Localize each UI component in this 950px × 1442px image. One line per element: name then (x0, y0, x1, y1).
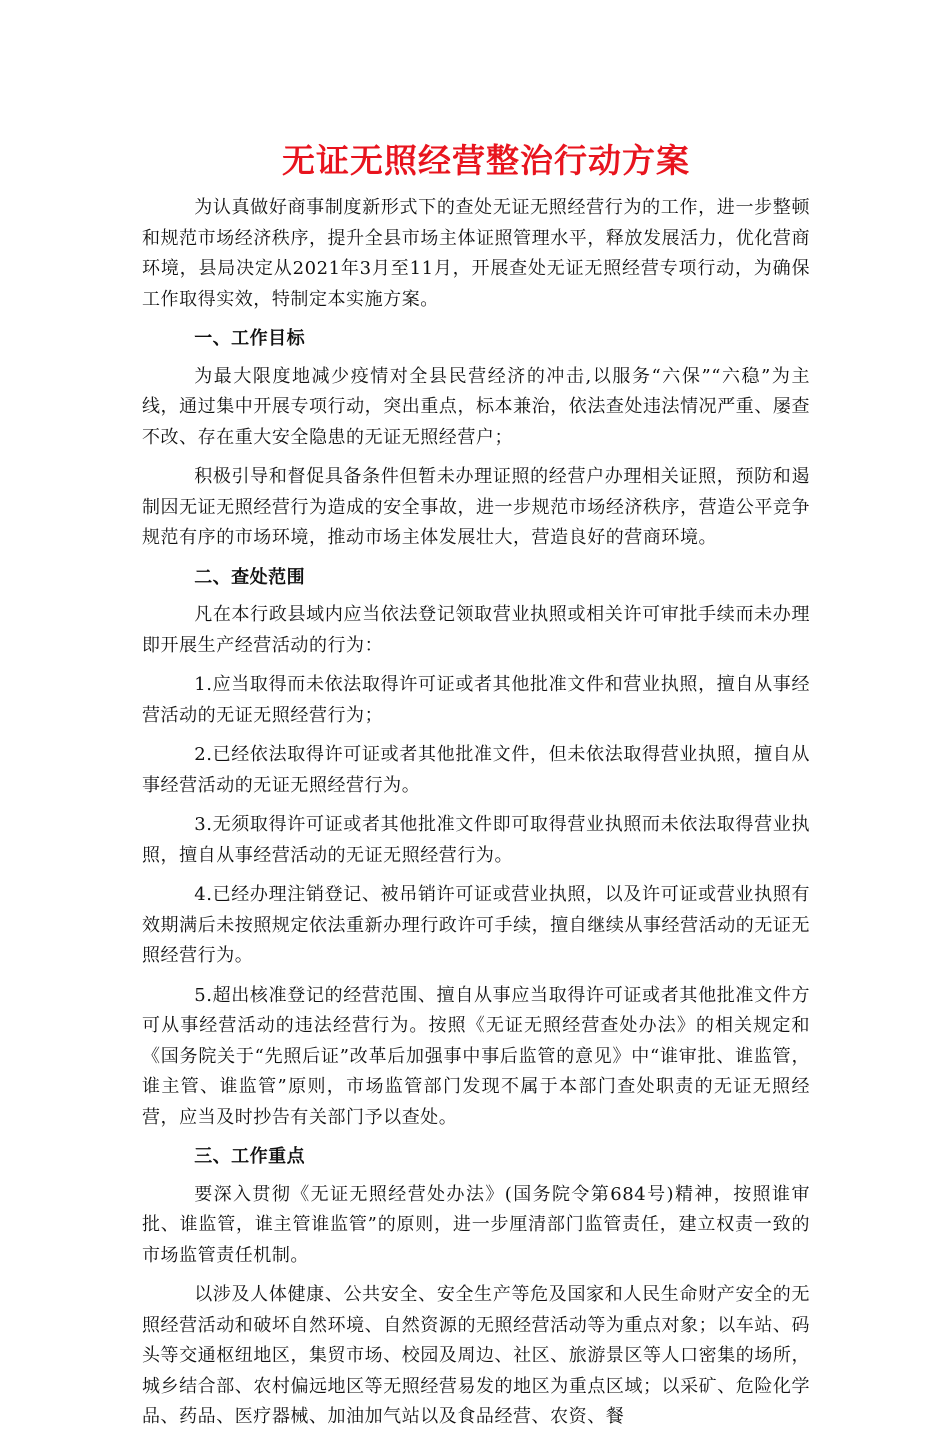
section-heading: 三、工作重点 (194, 1146, 306, 1167)
paragraph: 以涉及人体健康、公共安全、安全生产等危及国家和人民生命财产安全的无照经营活动和破坏自然环境、自然资源的无照经营活动等为重点对象；以车站、码头等交通枢纽地区，集贸市场、校园及周边、社区、旅游景区等人口密集的场所，城乡结合部、农村偏远地区等无照经营易发的地区为重点区域；以采矿、危险化学品、药品、医疗器械、加油加气站以及食品经营、农资、餐 (142, 1284, 810, 1427)
section-key-points (142, 1142, 810, 1433)
document-title: 无证无照经营整治行动方案 (282, 141, 690, 180)
list-item: 4.已经办理注销登记、被吊销许可证或营业执照，以及许可证或营业执照有效期满后未按照规定依法重新办理行政许可手续，擅自继续从事经营活动的无证无照经营行为。 (142, 884, 810, 966)
document-page (142, 138, 810, 1442)
list-item: 1.应当取得而未依法取得许可证或者其他批准文件和营业执照，擅自从事经营活动的无证无照经营行为； (142, 674, 810, 726)
section-heading: 二、查处范围 (194, 566, 306, 588)
paragraph: 凡在本行政县域内应当依法登记领取营业执照或相关许可审批手续而未办理即开展生产经营活动的行为： (142, 604, 810, 656)
section-scope (142, 563, 810, 1134)
paragraph: 要深入贯彻《无证无照经营处办法》(国务院令第684号)精神，按照谁审批、谁监管，谁主管谁监管”的原则，进一步厘清部门监管责任，建立权责一致的市场监管责任机制。 (142, 1183, 810, 1266)
paragraph: 为最大限度地减少疫情对全县民营经济的冲击,以服务“六保”“六稳”为主线，通过集中开展专项行动，突出重点，标本兼治，依法查处违法情况严重、屡查不改、存在重大安全隐患的无证无照经营户； (142, 365, 810, 448)
intro-paragraph: 为认真做好商事制度新形式下的查处无证无照经营行为的工作，进一步整顿和规范市场经济秩序，提升全县市场主体证照管理水平，释放发展活力，优化营商环境，县局决定从2021年3月至11月，开展查处无证无照经营专项行动，为确保工作取得实效，特制定本实施方案。 (142, 197, 810, 310)
list-item: 3.无须取得许可证或者其他批准文件即可取得营业执照而未依法取得营业执照，擅自从事经营活动的无证无照经营行为。 (142, 814, 810, 866)
section-heading: 一、工作目标 (194, 328, 306, 349)
list-item: 2.已经依法取得许可证或者其他批准文件，但未依法取得营业执照，擅自从事经营活动的无证无照经营行为。 (142, 744, 810, 796)
list-item: 5.超出核准登记的经营范围、擅自从事应当取得许可证或者其他批准文件方可从事经营活动的违法经营行为。按照《无证无照经营查处办法》的相关规定和《国务院关于“先照后证”改革后加强事中事后监管的意见》中“谁审批、谁监管，谁主管、谁监管”原则，市场监管部门发现不属于本部门查处职责的无证无照经营，应当及时抄告有关部门予以查处。 (142, 984, 810, 1128)
section-work-goals (142, 324, 810, 554)
paragraph: 积极引导和督促具备条件但暂未办理证照的经营户办理相关证照，预防和遏制因无证无照经营行为造成的安全事故，进一步规范市场经济秩序，营造公平竞争规范有序的市场环境，推动市场主体发展壮大，营造良好的营商环境。 (142, 466, 810, 548)
